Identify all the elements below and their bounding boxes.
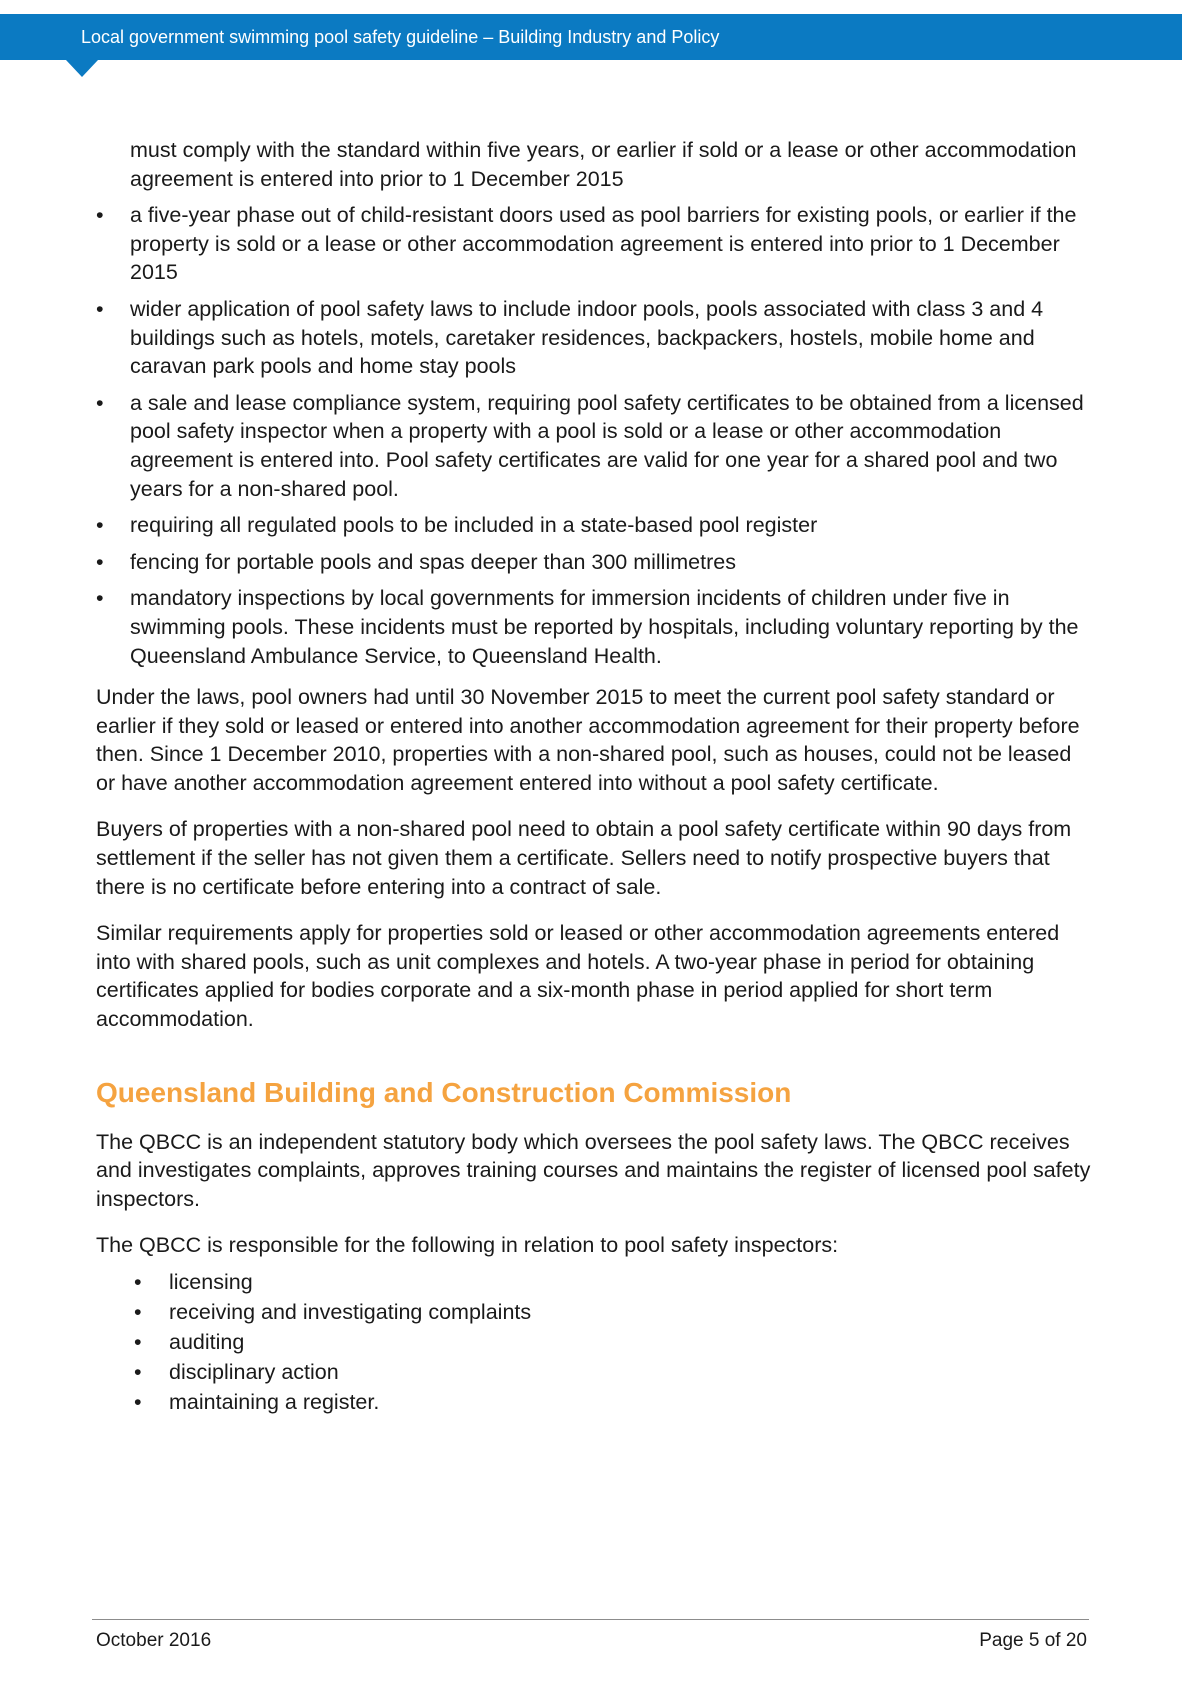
list-item: • receiving and investigating complaints: [96, 1298, 1096, 1327]
list-item: • mandatory inspections by local governments for immersion incidents of children under five in swimming pools. These incidents must be reported by hospitals, including voluntary reporting by the Queensland Ambulance Service, to Queensland Health.: [96, 584, 1096, 670]
list-item: • fencing for portable pools and spas deeper than 300 millimetres: [96, 548, 1096, 577]
continued-bullet-text: must comply with the standard within five years, or earlier if sold or a lease or other accommodation agreement is entered into prior to 1 December 2015: [130, 138, 1077, 191]
list-item: • auditing: [96, 1328, 1096, 1357]
requirements-list: [96, 201, 1096, 670]
paragraph: The QBCC is an independent statutory body which oversees the pool safety laws. The QBCC receives and investigates complaints, approves training courses and maintains the register of licensed pool safety inspectors.: [96, 1129, 1091, 1211]
footer-date: October 2016: [96, 1630, 212, 1651]
footer-divider: [92, 1619, 1089, 1620]
page-content: [96, 136, 1096, 1418]
section-heading: Queensland Building and Construction Commission: [96, 1076, 792, 1108]
page-number: Page 5 of 20: [979, 1630, 1087, 1651]
document-header-bar: [0, 14, 1182, 60]
list-item: • a sale and lease compliance system, requiring pool safety certificates to be obtained from a licensed pool safety inspector when a property with a pool is sold or a lease or other accommodation agreement is entered into. Pool safety certificates are valid for one year for a shared pool and two years for a non-shared pool.: [96, 389, 1096, 503]
qbcc-responsibilities-list: [96, 1268, 1096, 1417]
list-item: • disciplinary action: [96, 1358, 1096, 1387]
list-item: • licensing: [96, 1268, 1096, 1297]
header-pointer-icon: [66, 60, 98, 77]
list-item: • requiring all regulated pools to be included in a state-based pool register: [96, 511, 1096, 540]
document-header-title: Local government swimming pool safety guideline – Building Industry and Policy: [81, 27, 720, 47]
list-item: • wider application of pool safety laws to include indoor pools, pools associated with class 3 and 4 buildings such as hotels, motels, caretaker residences, backpackers, hostels, mobile home and caravan park pools and home stay pools: [96, 295, 1096, 381]
list-item: • maintaining a register.: [96, 1388, 1096, 1417]
paragraph: Buyers of properties with a non-shared pool need to obtain a pool safety certificate within 90 days from settlement if the seller has not given them a certificate. Sellers need to notify prospective buyers that there is no certificate before entering into a contract of sale.: [96, 817, 1072, 899]
list-item: • a five-year phase out of child-resistant doors used as pool barriers for existing pools, or earlier if the property is sold or a lease or other accommodation agreement is entered into prior to 1 December 2015: [96, 201, 1096, 287]
paragraph: Similar requirements apply for properties sold or leased or other accommodation agreements entered into with shared pools, such as unit complexes and hotels. A two-year phase in period for obtaining certificates applied for bodies corporate and a six-month phase in period applied for short term accommodation.: [96, 921, 1060, 1032]
paragraph: Under the laws, pool owners had until 30 November 2015 to meet the current pool safety standard or earlier if they sold or leased or entered into another accommodation agreement for their property before then. Since 1 December 2010, properties with a non-shared pool, such as houses, could not be leased or have another accommodation agreement entered into without a pool safety certificate.: [96, 685, 1080, 795]
paragraph: The QBCC is responsible for the following in relation to pool safety inspectors:: [96, 1233, 839, 1258]
